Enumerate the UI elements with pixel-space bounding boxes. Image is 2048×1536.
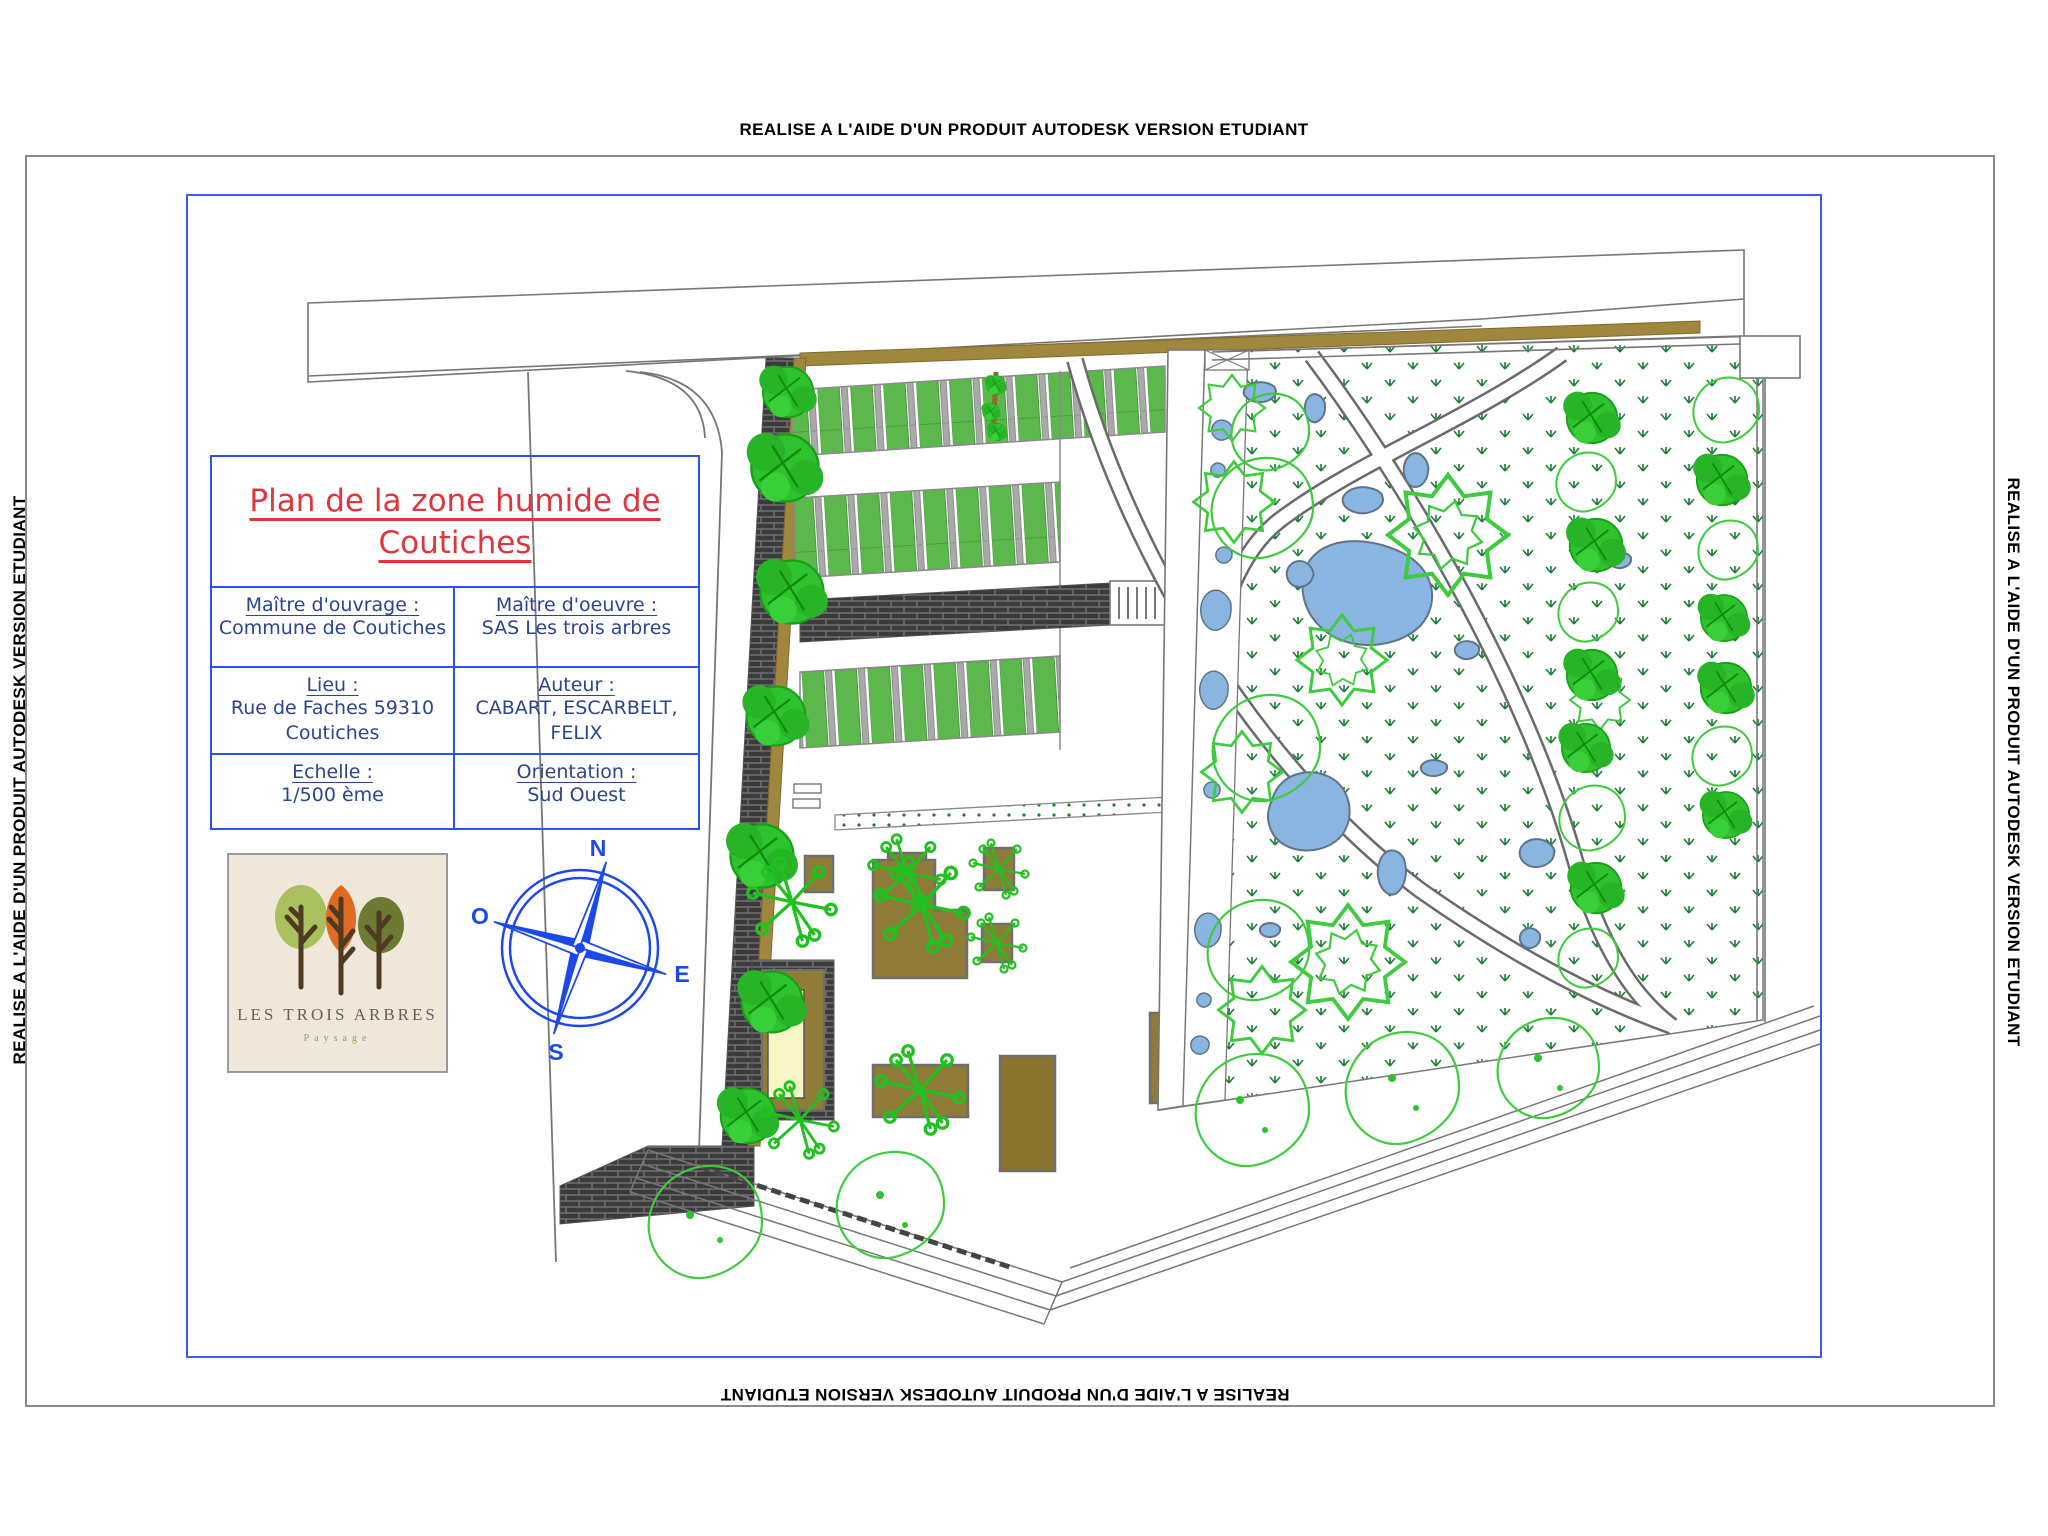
compass-north: N xyxy=(589,835,607,861)
label-echelle: Echelle : xyxy=(292,761,373,783)
watermark-bottom: REALISE A L'AIDE D'UN PRODUIT AUTODESK VERSION ETUDIANT xyxy=(720,1385,1290,1404)
title-line-1: Plan de la zone humide de xyxy=(249,482,661,519)
watermark-left: REALISE A L'AIDE D'UN PRODUIT AUTODESK VERSION ETUDIANT xyxy=(10,495,29,1065)
value-lieu-1: Rue de Faches 59310 xyxy=(230,697,435,719)
value-auteur-1: CABART, ESCARBELT, xyxy=(475,697,678,719)
title-line-2: Coutiches xyxy=(378,524,532,561)
value-lieu-2: Coutiches xyxy=(285,722,380,744)
value-auteur-2: FELIX xyxy=(550,722,603,744)
title-row-2 xyxy=(212,668,698,755)
logo-trees-icon xyxy=(229,855,446,1000)
compass-south: S xyxy=(548,1039,564,1065)
compass-rose xyxy=(460,820,710,1080)
value-echelle: 1/500 ème xyxy=(281,784,384,806)
cell-auteur xyxy=(455,668,698,753)
watermark-right: REALISE A L'AIDE D'UN PRODUIT AUTODESK VERSION ETUDIANT xyxy=(2004,477,2023,1047)
cell-echelle xyxy=(212,755,455,828)
title-block xyxy=(210,455,700,830)
value-orientation: Sud Ouest xyxy=(527,784,626,806)
compass-west: O xyxy=(471,903,489,929)
label-lieu: Lieu : xyxy=(306,674,359,696)
value-maitre-oeuvre: SAS Les trois arbres xyxy=(481,617,672,639)
title-row-3 xyxy=(212,755,698,828)
label-maitre-oeuvre: Maître d'oeuvre : xyxy=(495,594,658,616)
cell-maitre-ouvrage xyxy=(212,588,455,666)
cell-orientation xyxy=(455,755,698,828)
label-auteur: Auteur : xyxy=(538,674,615,696)
label-maitre-ouvrage: Maître d'ouvrage : xyxy=(245,594,420,616)
logo-name: LES TROIS ARBRES xyxy=(237,1005,438,1024)
cell-lieu xyxy=(212,668,455,753)
compass-east: E xyxy=(674,961,690,987)
company-logo xyxy=(227,853,448,1073)
watermark-top: REALISE A L'AIDE D'UN PRODUIT AUTODESK VERSION ETUDIANT xyxy=(739,120,1309,139)
logo-subtitle: Paysage xyxy=(303,1033,372,1044)
title-row-1 xyxy=(212,588,698,668)
drawing-title xyxy=(212,457,698,588)
label-orientation: Orientation : xyxy=(516,761,637,783)
value-maitre-ouvrage: Commune de Coutiches xyxy=(218,617,447,639)
cell-maitre-oeuvre xyxy=(455,588,698,666)
